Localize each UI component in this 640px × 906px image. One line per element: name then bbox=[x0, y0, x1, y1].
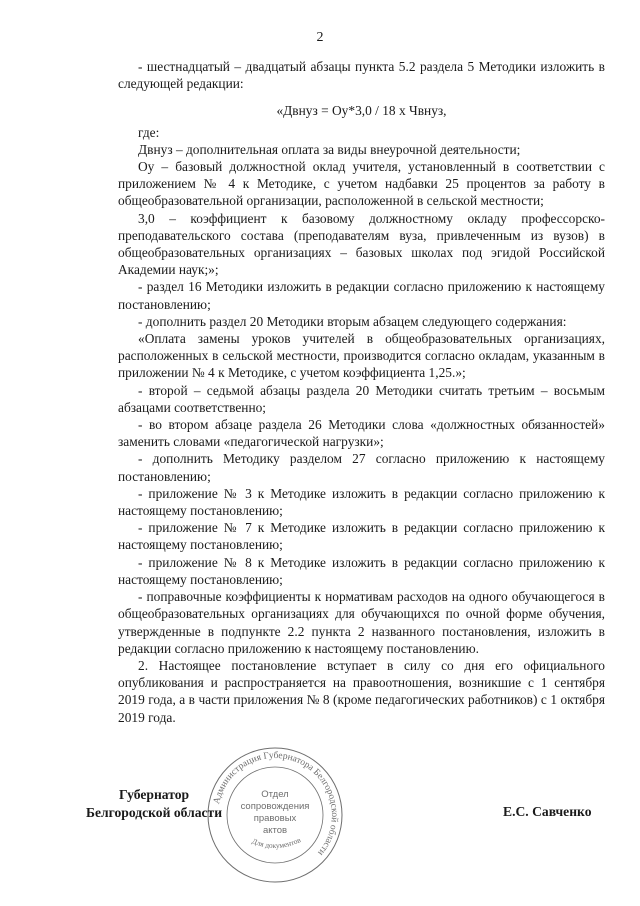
page-number: 2 bbox=[316, 30, 324, 45]
stamp-line-3: правовых bbox=[253, 813, 297, 824]
paragraph: - приложение № 8 к Методике изложить в редакции согласно приложению к настоящему постановлению; bbox=[118, 554, 605, 587]
paragraph: «Оплата замены уроков учителей в общеобразовательных организациях, расположенных в сельской местности, производится согласно окладам, указанным в приложении № 4 к Методике, с учетом коэффициента 1,25.»; bbox=[118, 331, 605, 381]
stamp-line-2: сопровождения bbox=[240, 801, 310, 812]
signatory-title bbox=[86, 786, 222, 822]
paragraph: - раздел 16 Методики изложить в редакции согласно приложению к настоящему постановлению; bbox=[118, 279, 605, 312]
stamp-bottom-text: Для документов bbox=[250, 835, 303, 851]
signatory-title-line-1: Губернатор bbox=[118, 787, 190, 802]
stamp-line-1: Отдел bbox=[261, 789, 289, 800]
paragraph: - второй – седьмой абзацы раздела 20 Методики считать третьим – восьмым абзацами соответственно; bbox=[118, 382, 605, 415]
stamp-ring-text: Администрация Губернатора Белгородской области bbox=[212, 750, 340, 858]
paragraph: - шестнадцатый – двадцатый абзацы пункта 5.2 раздела 5 Методики изложить в следующей редакции: bbox=[118, 59, 605, 92]
formula: «Двнуз = Оу*3,0 / 18 х Чвнуз, bbox=[276, 103, 447, 119]
paragraph: - во втором абзаце раздела 26 Методики слова «должностных обязанностей» заменить словами «педагогической нагрузки»; bbox=[118, 417, 605, 450]
signature-block bbox=[0, 786, 640, 906]
paragraph: - поправочные коэффициенты к нормативам расходов на одного обучающегося в общеобразовательных организациях для обучающихся по очной форме обучения, утвержденные в подпункте 2.2 пункта 2 названного постановления, изложить в редакции согласно приложению к настоящему постановлению. bbox=[118, 589, 605, 656]
paragraph: Оу – базовый должностной оклад учителя, установленный в соответствии с приложением № 4 к Методике, с учетом надбавки 25 процентов за работу в общеобразовательной организации, расположенной в сельской местности; bbox=[118, 159, 605, 209]
paragraph: 3,0 – коэффициент к базовому должностному окладу профессорско-преподавательского состава (преподавателям вуза, привлеченным из вузов) в общеобразовательных организациях – базовых школах под эгидой Российской Академии наук;»; bbox=[118, 210, 605, 278]
document-body bbox=[118, 58, 605, 726]
paragraph: - дополнить Методику разделом 27 согласно приложению к настоящему постановлению; bbox=[118, 451, 605, 484]
paragraph: - приложение № 7 к Методике изложить в редакции согласно приложению к настоящему постановлению; bbox=[118, 520, 605, 553]
paragraph: - дополнить раздел 20 Методики вторым абзацем следующего содержания: bbox=[138, 313, 567, 329]
paragraph: где: bbox=[138, 124, 160, 140]
signatory-title-line-2: Белгородской области bbox=[86, 805, 223, 820]
paragraph: - приложение № 3 к Методике изложить в редакции согласно приложению к настоящему постановлению; bbox=[118, 485, 605, 519]
paragraph: Двнуз – дополнительная оплата за виды внеурочной деятельности; bbox=[138, 141, 521, 157]
paragraph: 2. Настоящее постановление вступает в силу со дня его официального опубликования и распространяется на правоотношения, возникшие с 1 сентября 2019 года, а в части приложения № 8 (кроме педагогических работников) с 1 октября 2019 года. bbox=[118, 657, 605, 725]
signatory-name: Е.С. Савченко bbox=[503, 804, 592, 819]
stamp-line-4: актов bbox=[262, 825, 288, 836]
